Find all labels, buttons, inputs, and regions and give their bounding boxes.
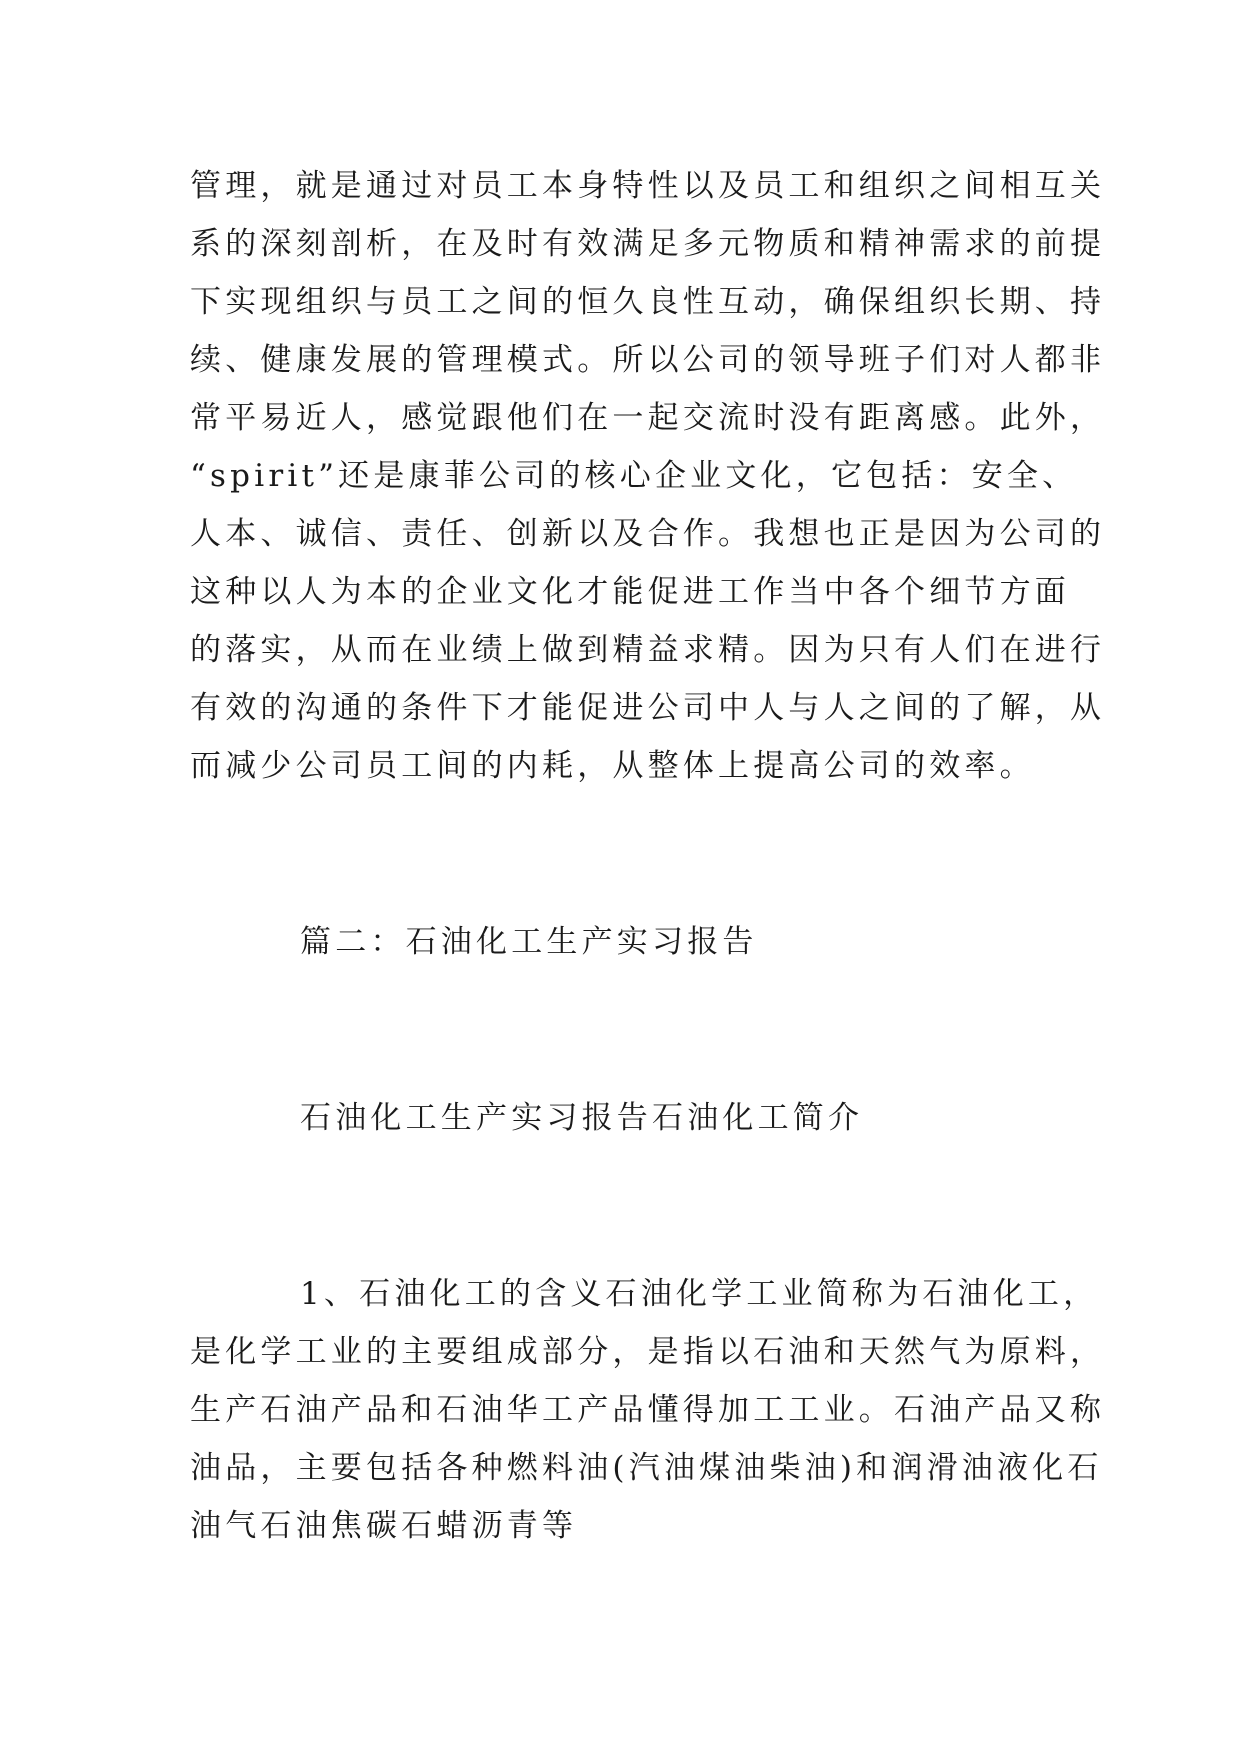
paragraph-line: 管理，就是通过对员工本身特性以及员工和组织之间相互关 (190, 168, 1106, 204)
paragraph-line: 常平易近人，感觉跟他们在一起交流时没有距离感。此外， (190, 400, 1106, 436)
paragraph-line: 生产石油产品和石油华工产品懂得加工工业。石油产品又称 (190, 1392, 1106, 1428)
paragraph-line: 1、石油化工的含义石油化学工业简称为石油化工， (300, 1276, 1099, 1312)
paragraph-line: 油气石油焦碳石蜡沥青等 (190, 1508, 578, 1544)
paragraph-line: 油品，主要包括各种燃料油(汽油煤油柴油)和润滑油液化石 (190, 1450, 1103, 1486)
paragraph-line: 的落实，从而在业绩上做到精益求精。因为只有人们在进行 (190, 632, 1106, 668)
paragraph-line: 是化学工业的主要组成部分，是指以石油和天然气为原料， (190, 1334, 1106, 1370)
section-heading: 篇二：石油化工生产实习报告 (300, 924, 758, 960)
paragraph-line: 有效的沟通的条件下才能促进公司中人与人之间的了解，从 (190, 690, 1106, 726)
paragraph-line: 这种以人为本的企业文化才能促进工作当中各个细节方面 (190, 574, 1070, 610)
paragraph-line: 人本、诚信、责任、创新以及合作。我想也正是因为公司的 (190, 516, 1106, 552)
paragraph-line: 而减少公司员工间的内耗，从整体上提高公司的效率。 (190, 748, 1035, 784)
paragraph-line: 系的深刻剖析，在及时有效满足多元物质和精神需求的前提 (190, 226, 1106, 262)
paragraph-line: 下实现组织与员工之间的恒久良性互动，确保组织长期、持 (190, 284, 1106, 320)
paragraph-line: “spirit”还是康菲公司的核心企业文化，它包括：安全、 (190, 458, 1078, 494)
paragraph-line: 续、健康发展的管理模式。所以公司的领导班子们对人都非 (190, 342, 1106, 378)
sub-heading: 石油化工生产实习报告石油化工简介 (300, 1100, 864, 1136)
